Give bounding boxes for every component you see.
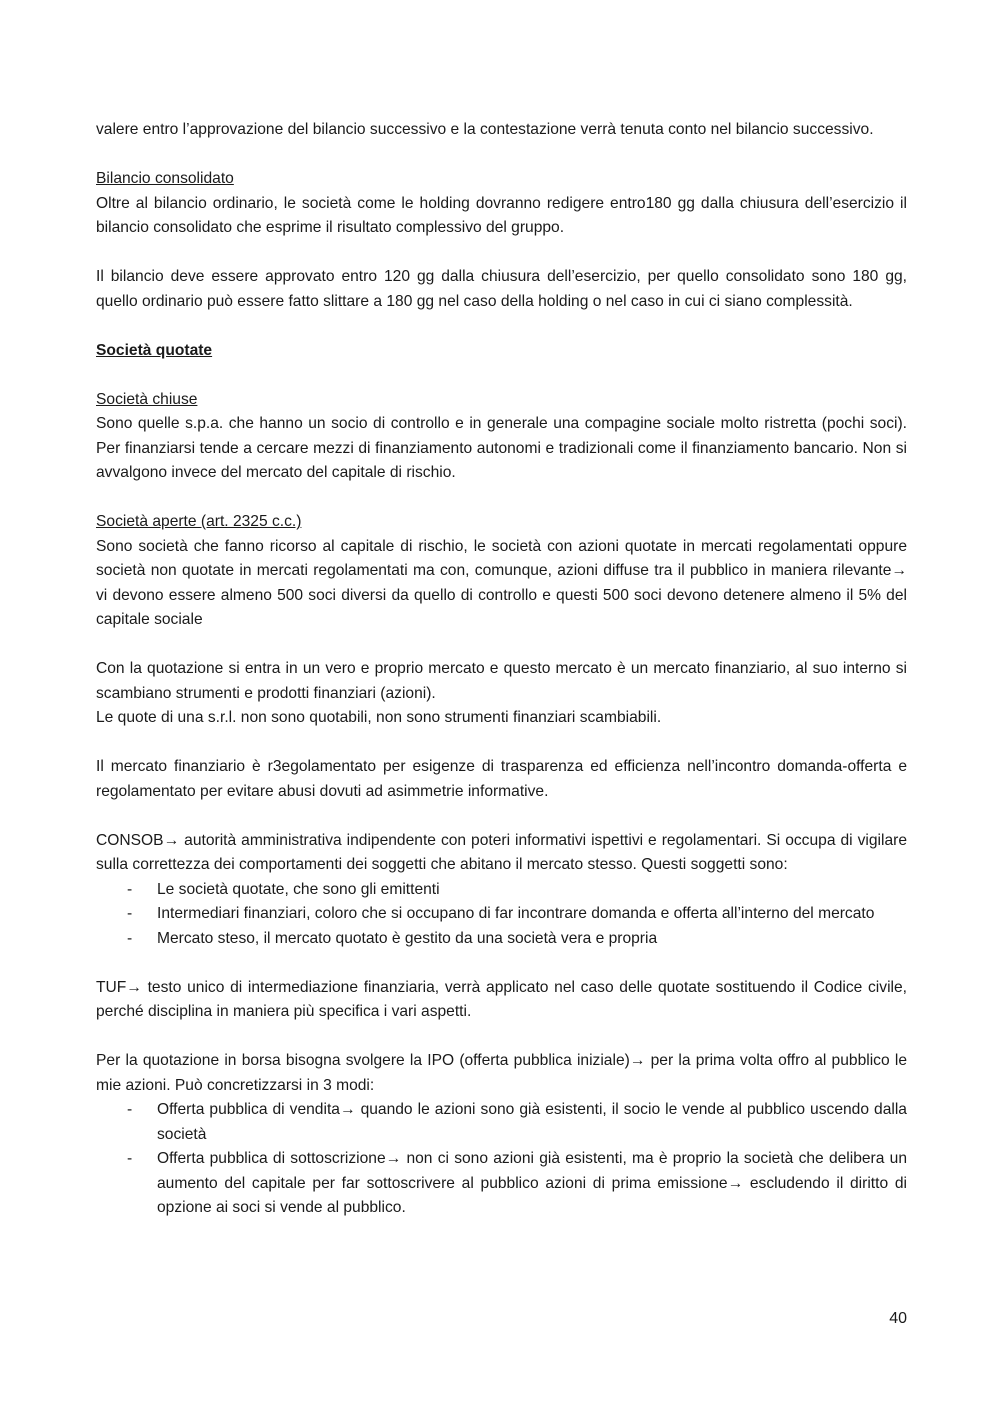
heading-societa-quotate: Società quotate: [96, 341, 213, 359]
list-item: - Offerta pubblica di vendita→ quando le azioni sono già esistenti, il socio le vende al pubblico uscendo dalla società: [96, 1098, 907, 1147]
paragraph-societa-chiuse: Sono quelle s.p.a. che hanno un socio di controllo e in generale una compagine sociale molto ristretta (pochi soci). Per finanziarsi tende a cercare mezzi di finanziamento autonomi e tradizionali come il finanziamento bancario. Non si avvalgono invece del mercato del capitale di rischio.: [96, 415, 907, 481]
list-modi-ipo: [96, 1098, 907, 1221]
list-item: - Le società quotate, che sono gli emittenti: [96, 878, 907, 903]
paragraph-approvazione: Il bilancio deve essere approvato entro 120 gg dalla chiusura dell’esercizio, per quello consolidato sono 180 gg, quello ordinario può essere fatto slittare a 180 gg nel caso della holding o nel caso in cui ci siano complessità.: [96, 268, 907, 310]
heading-societa-aperte: Società aperte (art. 2325 c.c.): [96, 513, 302, 530]
paragraph-societa-aperte: Sono società che fanno ricorso al capitale di rischio, le società con azioni quotate in mercati regolamentati oppure società non quotate in mercati regolamentati ma con, comunque, azioni diffuse tra il pubblico in maniera rilevante→ vi devono essere almeno 500 soci diversi da quello di controllo e questi 500 soci devono detenere almeno il 5% del capitale sociale: [96, 537, 907, 628]
paragraph-ipo: Per la quotazione in borsa bisogna svolgere la IPO (offerta pubblica iniziale)→ per la prima volta offro al pubblico le mie azioni. Può concretizzarsi in 3 modi:: [96, 1052, 907, 1094]
paragraph-tuf: TUF→ testo unico di intermediazione finanziaria, verrà applicato nel caso delle quotate sostituendo il Codice civile, perché disciplina in maniera più specifica i vari aspetti.: [96, 978, 907, 1020]
document-page: [96, 118, 907, 1221]
list-item: - Mercato steso, il mercato quotato è gestito da una società vera e propria: [96, 927, 907, 952]
paragraph-consob: CONSOB→ autorità amministrativa indipendente con poteri informativi ispettivi e regolamentari. Si occupa di vigilare sulla correttezza dei comportamenti dei soggetti che abitano il mercato stesso. Questi soggetti sono:: [96, 831, 907, 873]
paragraph-bilancio-successivo: valere entro l’approvazione del bilancio successivo e la contestazione verrà tenuta conto nel bilancio successivo.: [96, 121, 874, 138]
paragraph-quote-srl: Le quote di una s.r.l. non sono quotabili, non sono strumenti finanziari scambiabili.: [96, 709, 662, 726]
heading-bilancio-consolidato: Bilancio consolidato: [96, 170, 234, 187]
list-item: - Offerta pubblica di sottoscrizione→ non ci sono azioni già esistenti, ma è proprio la società che delibera un aumento del capitale per far sottoscrivere al pubblico azioni di prima emissione→ escludendo il diritto di opzione ai soci si vende al pubblico.: [96, 1147, 907, 1221]
list-item: - Intermediari finanziari, coloro che si occupano di far incontrare domanda e offerta all’interno del mercato: [96, 902, 907, 927]
paragraph-consolidato: Oltre al bilancio ordinario, le società come le holding dovranno redigere entro180 gg dalla chiusura dell’esercizio il bilancio consolidato che esprime il risultato complessivo del gruppo.: [96, 194, 907, 236]
paragraph-quotazione: Con la quotazione si entra in un vero e proprio mercato e questo mercato è un mercato finanziario, al suo interno si scambiano strumenti e prodotti finanziari (azioni).: [96, 660, 907, 702]
paragraph-mercato-finanziario: Il mercato finanziario è r3egolamentato per esigenze di trasparenza ed efficienza nell’incontro domanda-offerta e regolamentato per evitare abusi dovuti ad asimmetrie informative.: [96, 758, 907, 800]
page-number: 40: [889, 1310, 907, 1327]
list-soggetti: [96, 878, 907, 952]
heading-societa-chiuse: Società chiuse: [96, 390, 198, 408]
